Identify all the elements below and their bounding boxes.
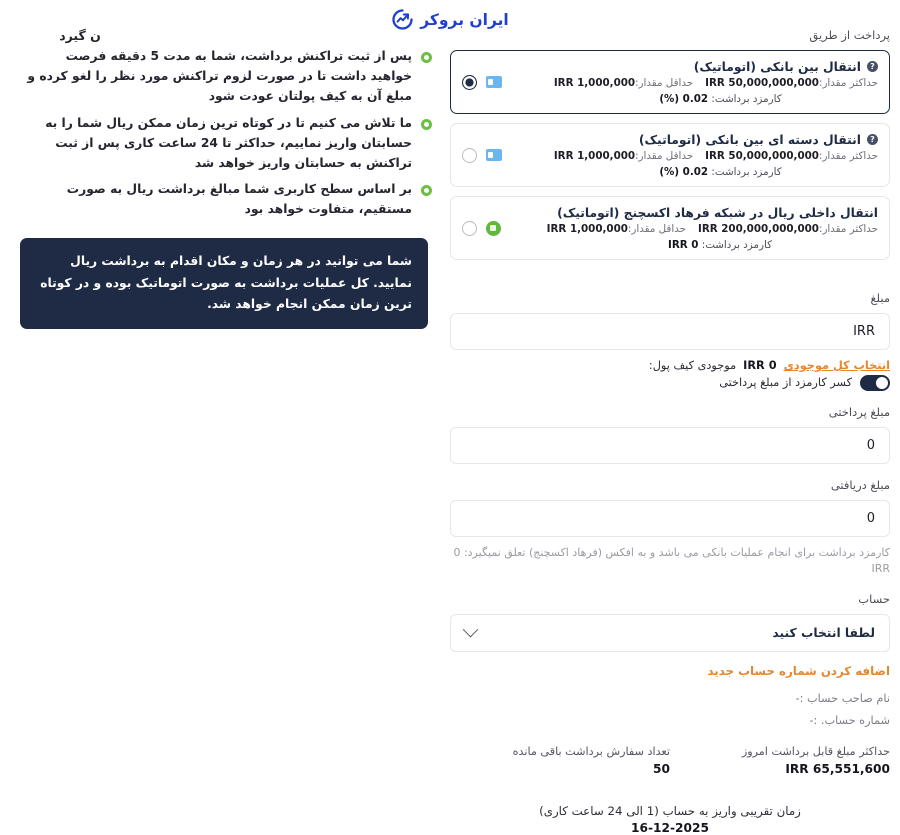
received-amount-label: مبلغ دریافتی	[830, 477, 890, 492]
option-title: انتقال بین بانکی (اتوماتیک)	[693, 59, 861, 74]
amount-label: مبلغ	[870, 290, 890, 305]
max-value: IRR 50,000,000,000	[705, 149, 819, 162]
question-mark-icon[interactable]: ?	[867, 134, 878, 145]
payment-method-label: پرداخت از طریق	[809, 28, 890, 42]
option-controls	[462, 148, 502, 163]
received-amount-value: 0	[866, 510, 875, 526]
bank-card-icon	[486, 76, 502, 88]
list-item	[20, 180, 428, 220]
fee-deduction-label: کسر کارمزد از مبلغ پرداختی	[719, 376, 852, 390]
account-select-value: لطفا انتخاب کنید	[772, 625, 875, 640]
account-number-line: شماره حساب. :-	[809, 713, 890, 727]
option-title: انتقال داخلی ریال در شبکه فرهاد اکسچنج (اتوماتیک)	[557, 205, 878, 220]
green-ring-bullet-icon	[421, 185, 432, 196]
fee-deduction-toggle[interactable]	[860, 375, 890, 391]
option-limits	[511, 77, 878, 89]
min-value: IRR 1,000,000	[546, 222, 628, 235]
wallet-balance-label: موجودی کیف پول:	[648, 358, 737, 372]
max-label: حداکثر مقدار:	[818, 76, 878, 89]
payment-method-option-interbank[interactable]	[450, 50, 890, 114]
withdrawal-stats	[450, 745, 890, 776]
option-fee	[511, 93, 878, 105]
amount-value: IRR	[853, 323, 875, 339]
option-fee	[511, 166, 878, 178]
min-label: حداقل مقدار:	[635, 76, 694, 89]
option-body	[510, 206, 878, 251]
fee-label: کارمزد برداشت:	[711, 92, 782, 105]
stat-remaining-orders	[450, 745, 670, 776]
amount-input[interactable]	[450, 313, 890, 350]
min-label: حداقل مقدار:	[627, 222, 686, 235]
paid-amount-value: 0	[866, 437, 875, 453]
fee-value: 0.02 (%)	[659, 165, 709, 178]
account-label: حساب	[858, 591, 890, 606]
bank-card-icon	[486, 149, 502, 161]
fee-label: کارمزد برداشت:	[711, 165, 782, 178]
option-limits	[511, 150, 878, 162]
payment-method-option-internal-farhad[interactable]	[450, 196, 890, 260]
max-value: IRR 50,000,000,000	[705, 76, 819, 89]
option-controls	[462, 221, 501, 236]
list-item	[20, 47, 428, 107]
wallet-balance-row	[450, 359, 890, 372]
radio-internal-farhad[interactable]	[462, 221, 477, 236]
notes-list	[10, 47, 450, 220]
min-value: IRR 1,000,000	[553, 149, 636, 162]
note-text: ما تلاش می کنیم تا در کوتاه ترین زمان ممکن ریال شما را به حسابتان واریز نماییم، حداکثر تا 24 ساعت کاری پس از ثبت تراکنش به حسابتان واریز خواهد شد	[45, 115, 412, 170]
radio-interbank[interactable]	[462, 75, 477, 90]
option-fee	[510, 239, 878, 251]
stat-max-withdrawable-today	[670, 745, 890, 776]
brand-name: ایران بروکر	[420, 10, 509, 29]
list-item	[20, 114, 428, 174]
stat-caption: حداکثر مبلغ قابل برداشت امروز	[741, 744, 890, 758]
note-text: پس از ثبت تراکنش برداشت، شما به مدت 5 دقیقه فرصت خواهید داشت تا در صورت لزوم تراکنش مورد نظر را لغو کرده و مبلغ آن به کیف پولتان عودت شود	[27, 49, 412, 103]
max-label: حداکثر مقدار:	[818, 222, 878, 235]
paid-amount-label: مبلغ پرداختی	[828, 404, 890, 419]
option-title-row	[511, 60, 878, 74]
toggle-knob	[876, 377, 888, 389]
fee-explanation-note: کارمزد برداشت برای انجام عملیات بانکی می باشد و به افکس (فرهاد اکسچنج) تعلق نمیگیرد: 0 IRR	[453, 545, 890, 576]
green-exchange-icon	[486, 221, 501, 236]
wallet-balance-value: IRR 0	[743, 358, 777, 372]
min-label: حداقل مقدار:	[635, 149, 694, 162]
question-mark-icon[interactable]: ?	[867, 61, 878, 72]
max-value: IRR 200,000,000,000	[697, 222, 819, 235]
chevron-down-icon	[463, 622, 479, 638]
eta-value: 16-12-2025	[631, 820, 709, 835]
option-body	[511, 60, 878, 105]
info-panel	[10, 28, 450, 329]
fee-deduction-toggle-row	[450, 375, 890, 391]
option-body	[511, 133, 878, 178]
option-title: انتقال دسته ای بین بانکی (اتوماتیک)	[638, 132, 861, 147]
option-limits	[510, 223, 878, 235]
payment-method-option-batch-interbank[interactable]	[450, 123, 890, 187]
max-label: حداکثر مقدار:	[818, 149, 878, 162]
stat-value: 50	[653, 761, 670, 776]
green-ring-bullet-icon	[421, 119, 432, 130]
min-value: IRR 1,000,000	[553, 76, 636, 89]
add-account-link[interactable]: اضافه کردن شماره حساب جدید	[707, 663, 890, 678]
clipped-text: ن گیرد	[59, 28, 101, 43]
option-controls	[462, 75, 502, 90]
green-ring-bullet-icon	[421, 52, 432, 63]
received-amount-input[interactable]	[450, 500, 890, 537]
eta-block	[450, 804, 890, 835]
option-title-row	[510, 206, 878, 220]
select-all-balance-link[interactable]: انتخاب کل موجودی	[783, 358, 890, 372]
note-text: بر اساس سطح کاربری شما مبالغ برداشت ریال به صورت مستقیم، متفاوت خواهد بود	[66, 182, 412, 217]
stat-caption: تعداد سفارش برداشت باقی مانده	[512, 744, 670, 758]
account-select[interactable]	[450, 614, 890, 652]
account-holder-line: نام صاحب حساب :-	[795, 691, 890, 705]
withdrawal-form	[450, 28, 890, 835]
fee-label: کارمزد برداشت:	[701, 238, 772, 251]
paid-amount-input[interactable]	[450, 427, 890, 464]
fee-value: 0.02 (%)	[659, 92, 709, 105]
eta-caption: زمان تقریبی واریز به حساب (1 الی 24 ساعت کاری)	[539, 803, 801, 818]
highlight-note: شما می توانید در هر زمان و مکان اقدام به برداشت ریال نمایید. کل عملیات برداشت به صورت اتوماتیک بوده و در کوتاه ترین زمان ممکن انجام خواهد شد.	[20, 238, 428, 329]
fee-value: IRR 0	[667, 238, 699, 251]
stat-value: IRR 65,551,600	[785, 761, 890, 776]
option-title-row	[511, 133, 878, 147]
radio-batch-interbank[interactable]	[462, 148, 477, 163]
